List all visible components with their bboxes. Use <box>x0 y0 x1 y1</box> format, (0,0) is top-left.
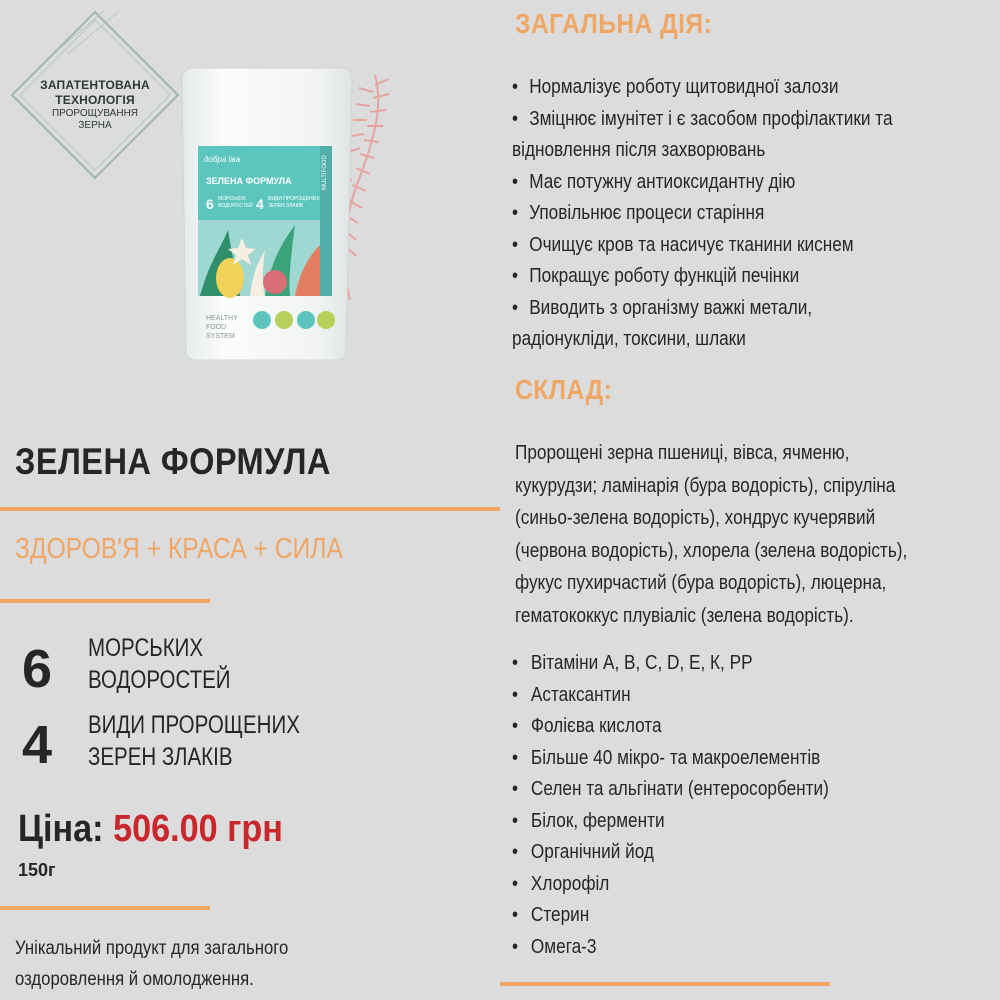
description-line: Унікальний продукт для загального <box>15 938 289 959</box>
stat-label-grains-line2: ЗЕРЕН ЗЛАКІВ <box>88 743 233 771</box>
product-tagline: ЗДОРОВ'Я + КРАСА + СИЛА <box>15 533 343 565</box>
package-num-2: 4 <box>256 196 264 212</box>
list-item: • Селен та альгінати (ентеросорбенти) <box>512 778 829 800</box>
badge-line-2: ТЕХНОЛОГІЯ <box>55 93 135 107</box>
list-item-continuation: радіонукліди, токсини, шлаки <box>512 328 746 350</box>
product-description <box>15 933 314 995</box>
package-circle-icon <box>275 311 293 329</box>
product-package-image <box>170 50 490 380</box>
description-line: оздоровлення й омолодження. <box>15 969 254 990</box>
package-label-1a: МОРСЬКИХ <box>218 196 247 202</box>
package-footer-1: HEALTHY <box>206 315 238 322</box>
list-item: • Фолієва кислота <box>512 715 662 737</box>
list-item: • Білок, ферменти <box>512 809 665 832</box>
nutrients-list <box>512 648 992 963</box>
package-footer-3: SYSTEM <box>206 333 235 340</box>
price <box>18 808 283 851</box>
list-item: • Більше 40 мікро- та макроелементів <box>512 746 821 769</box>
package-label-1b: ВОДОРОСТЕЙ <box>218 203 253 209</box>
stat-number-grains: 4 <box>22 715 53 775</box>
package-brand: добра їжа <box>204 155 241 164</box>
composition-line: кукурудзи; ламінарія (бура водорість), спіруліна <box>515 474 896 497</box>
badge-line-3: ПРОРОЩУВАННЯ <box>51 108 139 119</box>
list-item: • Омега-3 <box>512 935 597 958</box>
list-item: • Уповільнює процеси старіння <box>512 202 765 224</box>
list-item: • Покращує роботу функцій печінки <box>512 265 800 287</box>
composition-line: (червона водорість), хлорела (зелена водорість), <box>515 539 908 562</box>
divider <box>500 982 830 986</box>
list-item: • Зміцнює імунітет і є засобом профілактики та <box>512 107 893 130</box>
general-effect-title: ЗАГАЛЬНА ДІЯ: <box>515 8 713 39</box>
list-item: • Вітаміни А, В, С, D, Е, К, РР <box>512 652 753 674</box>
list-item: • Має потужну антиоксидантну дію <box>512 170 796 193</box>
package-circle-icon <box>297 311 315 329</box>
composition-title: СКЛАД: <box>515 374 613 405</box>
list-item: • Хлорофіл <box>512 872 610 895</box>
general-effect-list <box>512 72 992 356</box>
list-item: • Органічний йод <box>512 841 654 863</box>
divider <box>0 599 210 603</box>
package-circle-icon <box>317 311 335 329</box>
list-item: • Стерин <box>512 904 590 926</box>
seaweed-illustration-icon <box>198 220 320 298</box>
package-side-text: MULTIFOOD <box>322 155 328 190</box>
price-value: 506.00 грн <box>113 808 283 850</box>
badge-line-4: ЗЕРНА <box>78 120 112 131</box>
package-label-2a: ВИДИ ПРОРОЩЕНИХ <box>268 196 320 202</box>
list-item: • Нормалізує роботу щитовидної залози <box>512 76 839 98</box>
product-weight: 150г <box>18 860 56 880</box>
package-label-2b: ЗЕРЕН ЗЛАКІВ <box>268 203 304 209</box>
patent-badge <box>10 10 180 180</box>
package-num-1: 6 <box>206 196 214 212</box>
product-title: ЗЕЛЕНА ФОРМУЛА <box>15 441 331 482</box>
package-footer-2: FOOD <box>206 324 227 331</box>
list-item: • Астаксантин <box>512 683 631 706</box>
list-item: • Очищує кров та насичує тканини киснем <box>512 233 854 256</box>
composition-line: Пророщені зерна пшениці, вівса, ячменю, <box>515 442 850 464</box>
composition-line: гематококкус плувіаліс (зелена водорість). <box>515 604 854 627</box>
stat-label-seaweed-line1: МОРСЬКИХ <box>88 634 204 662</box>
stat-label-seaweed-line2: ВОДОРОСТЕЙ <box>88 666 231 694</box>
composition-text <box>515 437 995 632</box>
price-label: Ціна: <box>18 808 104 850</box>
list-item-continuation: відновлення після захворювань <box>512 139 766 161</box>
list-item: • Виводить з організму важкі метали, <box>512 296 813 319</box>
package-circle-icon <box>253 311 271 329</box>
composition-line: фукус пухирчастий (бура водорість), люцерна, <box>515 572 887 594</box>
right-column <box>500 0 1000 1000</box>
divider <box>0 507 500 511</box>
badge-line-1: ЗАПАТЕНТОВАНА <box>40 78 150 92</box>
composition-line: (синьо-зелена водорість), хондрус кучерявий <box>515 507 876 529</box>
stat-number-seaweed: 6 <box>22 639 53 699</box>
stat-label-grains-line1: ВИДИ ПРОРОЩЕНИХ <box>88 711 300 739</box>
package-title: ЗЕЛЕНА ФОРМУЛА <box>206 176 292 186</box>
divider <box>0 906 210 910</box>
